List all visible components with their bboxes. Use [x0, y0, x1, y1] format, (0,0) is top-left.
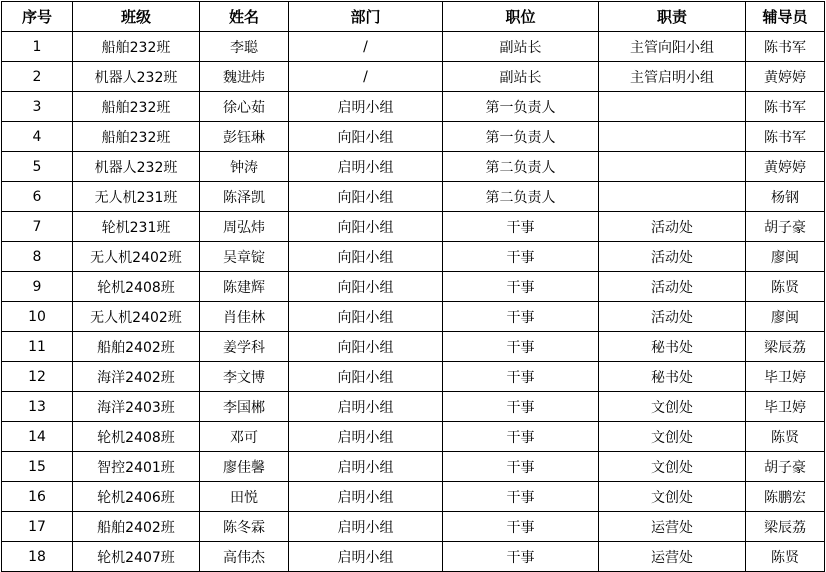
- cell-department: 启明小组: [289, 152, 443, 182]
- cell-duty: 文创处: [599, 392, 746, 422]
- cell-duty: 文创处: [599, 482, 746, 512]
- cell-index: 11: [2, 332, 73, 362]
- cell-class: 机器人232班: [73, 62, 200, 92]
- cell-department: /: [289, 32, 443, 62]
- cell-class: 轮机2406班: [73, 482, 200, 512]
- header-row: [2, 2, 825, 32]
- cell-department: 启明小组: [289, 482, 443, 512]
- cell-index: 18: [2, 542, 73, 572]
- cell-department: 启明小组: [289, 452, 443, 482]
- cell-department: 向阳小组: [289, 362, 443, 392]
- table-body: [2, 32, 825, 572]
- cell-class: 智控2401班: [73, 452, 200, 482]
- cell-class: 船舶2402班: [73, 512, 200, 542]
- cell-counselor: 胡子豪: [746, 212, 825, 242]
- cell-name: 陈建辉: [200, 272, 289, 302]
- cell-name: 徐心茹: [200, 92, 289, 122]
- cell-name: 李国郴: [200, 392, 289, 422]
- cell-position: 干事: [443, 422, 599, 452]
- cell-name: 姜学科: [200, 332, 289, 362]
- cell-counselor: 廖闽: [746, 302, 825, 332]
- cell-counselor: 黄婷婷: [746, 62, 825, 92]
- header-class: 班级: [73, 2, 200, 32]
- table-row: [2, 452, 825, 482]
- table-row: [2, 272, 825, 302]
- cell-index: 16: [2, 482, 73, 512]
- cell-name: 田悦: [200, 482, 289, 512]
- cell-position: 第二负责人: [443, 152, 599, 182]
- cell-duty: 活动处: [599, 212, 746, 242]
- cell-name: 李文博: [200, 362, 289, 392]
- cell-name: 廖佳馨: [200, 452, 289, 482]
- cell-position: 干事: [443, 482, 599, 512]
- cell-class: 无人机2402班: [73, 242, 200, 272]
- cell-class: 船舶2402班: [73, 332, 200, 362]
- cell-counselor: 杨钢: [746, 182, 825, 212]
- cell-duty: 主管向阳小组: [599, 32, 746, 62]
- cell-department: 向阳小组: [289, 302, 443, 332]
- cell-class: 船舶232班: [73, 122, 200, 152]
- cell-counselor: 梁辰荔: [746, 332, 825, 362]
- cell-index: 13: [2, 392, 73, 422]
- cell-counselor: 陈书军: [746, 92, 825, 122]
- cell-position: 第一负责人: [443, 122, 599, 152]
- header-department: 部门: [289, 2, 443, 32]
- cell-department: 启明小组: [289, 542, 443, 572]
- cell-duty: 秘书处: [599, 332, 746, 362]
- cell-duty: [599, 152, 746, 182]
- cell-index: 15: [2, 452, 73, 482]
- table-row: [2, 512, 825, 542]
- cell-position: 干事: [443, 272, 599, 302]
- cell-counselor: 毕卫婷: [746, 362, 825, 392]
- cell-index: 12: [2, 362, 73, 392]
- cell-position: 干事: [443, 242, 599, 272]
- cell-class: 船舶232班: [73, 92, 200, 122]
- cell-position: 干事: [443, 542, 599, 572]
- cell-department: 启明小组: [289, 392, 443, 422]
- header-index: 序号: [2, 2, 73, 32]
- cell-position: 干事: [443, 332, 599, 362]
- cell-index: 14: [2, 422, 73, 452]
- cell-name: 李聪: [200, 32, 289, 62]
- table-row: [2, 482, 825, 512]
- cell-position: 第二负责人: [443, 182, 599, 212]
- table-row: [2, 422, 825, 452]
- header-name: 姓名: [200, 2, 289, 32]
- cell-department: 启明小组: [289, 422, 443, 452]
- cell-department: 向阳小组: [289, 182, 443, 212]
- cell-name: 周弘炜: [200, 212, 289, 242]
- cell-duty: [599, 92, 746, 122]
- cell-index: 10: [2, 302, 73, 332]
- cell-department: 启明小组: [289, 92, 443, 122]
- cell-department: 启明小组: [289, 512, 443, 542]
- table-row: [2, 152, 825, 182]
- table-row: [2, 62, 825, 92]
- cell-department: 向阳小组: [289, 212, 443, 242]
- cell-counselor: 廖闽: [746, 242, 825, 272]
- cell-position: 第一负责人: [443, 92, 599, 122]
- cell-counselor: 梁辰荔: [746, 512, 825, 542]
- cell-department: /: [289, 62, 443, 92]
- table-header: [2, 2, 825, 32]
- cell-duty: 运营处: [599, 512, 746, 542]
- cell-counselor: 陈贤: [746, 272, 825, 302]
- cell-department: 向阳小组: [289, 242, 443, 272]
- table-row: [2, 542, 825, 572]
- cell-name: 邓可: [200, 422, 289, 452]
- header-counselor: 辅导员: [746, 2, 825, 32]
- cell-index: 17: [2, 512, 73, 542]
- cell-duty: 文创处: [599, 422, 746, 452]
- cell-department: 向阳小组: [289, 332, 443, 362]
- table-row: [2, 212, 825, 242]
- cell-position: 干事: [443, 362, 599, 392]
- cell-counselor: 陈鹏宏: [746, 482, 825, 512]
- cell-index: 2: [2, 62, 73, 92]
- cell-class: 船舶232班: [73, 32, 200, 62]
- cell-index: 9: [2, 272, 73, 302]
- cell-name: 吴章锭: [200, 242, 289, 272]
- table-row: [2, 302, 825, 332]
- table-row: [2, 92, 825, 122]
- cell-duty: 运营处: [599, 542, 746, 572]
- cell-class: 海洋2403班: [73, 392, 200, 422]
- cell-class: 海洋2402班: [73, 362, 200, 392]
- cell-position: 干事: [443, 212, 599, 242]
- cell-name: 肖佳林: [200, 302, 289, 332]
- cell-index: 6: [2, 182, 73, 212]
- cell-index: 3: [2, 92, 73, 122]
- cell-position: 副站长: [443, 32, 599, 62]
- cell-duty: [599, 122, 746, 152]
- cell-position: 干事: [443, 452, 599, 482]
- cell-position: 干事: [443, 302, 599, 332]
- cell-class: 机器人232班: [73, 152, 200, 182]
- table-row: [2, 392, 825, 422]
- header-duty: 职责: [599, 2, 746, 32]
- cell-duty: 活动处: [599, 272, 746, 302]
- cell-duty: 秘书处: [599, 362, 746, 392]
- cell-name: 高伟杰: [200, 542, 289, 572]
- cell-counselor: 陈贤: [746, 422, 825, 452]
- table-row: [2, 362, 825, 392]
- cell-department: 向阳小组: [289, 122, 443, 152]
- cell-index: 4: [2, 122, 73, 152]
- cell-class: 无人机231班: [73, 182, 200, 212]
- cell-counselor: 黄婷婷: [746, 152, 825, 182]
- cell-counselor: 陈贤: [746, 542, 825, 572]
- cell-counselor: 胡子豪: [746, 452, 825, 482]
- table-row: [2, 122, 825, 152]
- cell-duty: 文创处: [599, 452, 746, 482]
- cell-name: 魏进炜: [200, 62, 289, 92]
- table-row: [2, 182, 825, 212]
- cell-duty: 主管启明小组: [599, 62, 746, 92]
- cell-class: 无人机2402班: [73, 302, 200, 332]
- cell-counselor: 陈书军: [746, 32, 825, 62]
- cell-class: 轮机2407班: [73, 542, 200, 572]
- cell-index: 7: [2, 212, 73, 242]
- cell-counselor: 毕卫婷: [746, 392, 825, 422]
- cell-duty: 活动处: [599, 302, 746, 332]
- table-row: [2, 242, 825, 272]
- table-row: [2, 332, 825, 362]
- cell-department: 向阳小组: [289, 272, 443, 302]
- header-position: 职位: [443, 2, 599, 32]
- cell-position: 副站长: [443, 62, 599, 92]
- cell-class: 轮机2408班: [73, 422, 200, 452]
- roster-table: [1, 1, 825, 572]
- cell-position: 干事: [443, 512, 599, 542]
- cell-class: 轮机2408班: [73, 272, 200, 302]
- cell-counselor: 陈书军: [746, 122, 825, 152]
- cell-index: 5: [2, 152, 73, 182]
- cell-class: 轮机231班: [73, 212, 200, 242]
- cell-name: 陈泽凯: [200, 182, 289, 212]
- cell-name: 钟涛: [200, 152, 289, 182]
- table-row: [2, 32, 825, 62]
- cell-index: 8: [2, 242, 73, 272]
- cell-duty: [599, 182, 746, 212]
- cell-position: 干事: [443, 392, 599, 422]
- cell-name: 彭钰琳: [200, 122, 289, 152]
- cell-index: 1: [2, 32, 73, 62]
- cell-name: 陈冬霖: [200, 512, 289, 542]
- cell-duty: 活动处: [599, 242, 746, 272]
